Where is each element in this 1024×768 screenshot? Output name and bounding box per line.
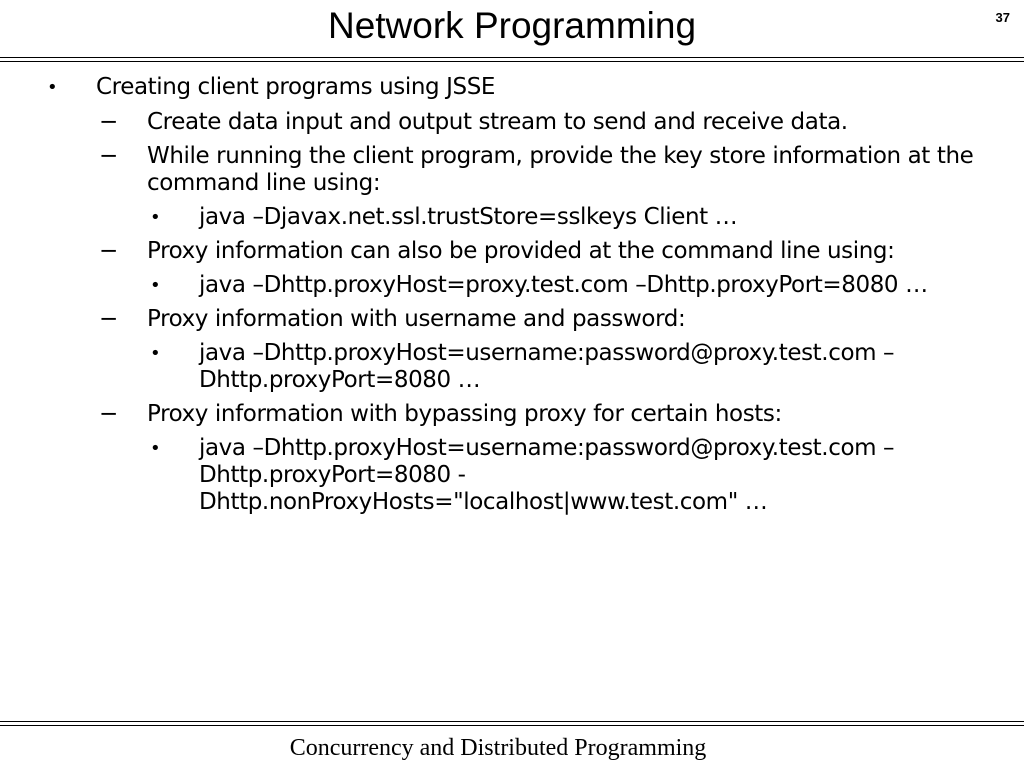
bullet-proxy-command (0, 272, 1024, 299)
command-text: java –Dhttp.proxyHost=username:password@proxy.test.com –Dhttp.proxyPort=8080 -Dhttp.nonProxyHosts="localhost|www.test.com" … (199, 435, 895, 515)
bullet-dot-icon: • (150, 343, 161, 364)
command-text: java –Dhttp.proxyHost=proxy.test.com –Dhttp.proxyPort=8080 … (199, 272, 928, 298)
command-text: java –Dhttp.proxyHost=username:password@proxy.test.com –Dhttp.proxyPort=8080 … (199, 340, 895, 393)
footer-rule-top (0, 721, 1024, 722)
bullet-proxy (0, 238, 1024, 265)
bullet-bypass (0, 401, 1024, 428)
bullet-text: Creating client programs using JSSE (96, 74, 496, 100)
bullet-text: Proxy information with username and password: (147, 306, 686, 332)
bullet-dot-icon: • (47, 77, 58, 98)
command-text: java –Djavax.net.ssl.trustStore=sslkeys Client … (199, 204, 738, 230)
bullet-keystore-command (0, 204, 1024, 231)
bullet-dot-icon: • (150, 438, 161, 459)
dash-icon: − (99, 238, 118, 264)
header-rule-bottom (0, 61, 1024, 62)
dash-icon: − (99, 306, 118, 332)
bullet-text: Create data input and output stream to send and receive data. (147, 109, 848, 135)
header-rule-top (0, 57, 1024, 58)
bullet-keystore (0, 143, 1024, 197)
slide-title: Network Programming (327, 5, 697, 46)
slide-body (0, 74, 1024, 523)
bullet-main (0, 74, 1024, 101)
dash-icon: − (99, 109, 118, 135)
bullet-bypass-command (0, 435, 1024, 516)
bullet-proxy-auth-command (0, 340, 1024, 394)
bullet-dot-icon: • (150, 275, 161, 296)
bullet-dot-icon: • (150, 207, 161, 228)
bullet-stream (0, 109, 1024, 136)
dash-icon: − (99, 143, 118, 169)
bullet-proxy-auth (0, 306, 1024, 333)
slide-number: 37 (995, 10, 1010, 25)
bullet-text: Proxy information can also be provided at the command line using: (147, 238, 895, 264)
footer-rule-bottom (0, 725, 1024, 726)
dash-icon: − (99, 401, 118, 427)
bullet-text: Proxy information with bypassing proxy for certain hosts: (147, 401, 782, 427)
footer-title: Concurrency and Distributed Programming (289, 735, 707, 761)
bullet-text: While running the client program, provide the key store information at the command line using: (147, 143, 974, 196)
